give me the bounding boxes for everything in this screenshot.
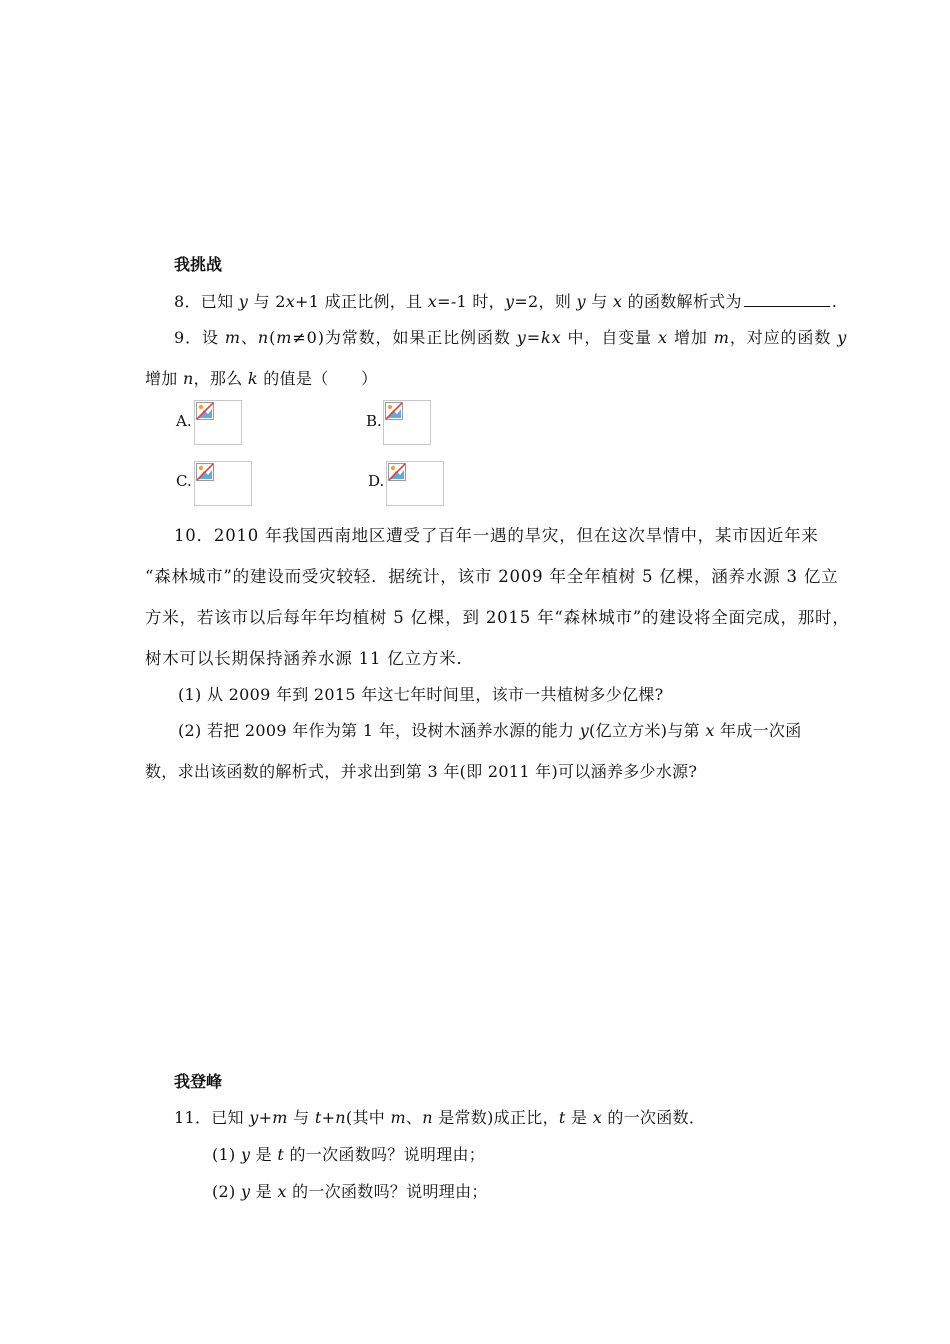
var-m: m — [224, 328, 241, 347]
var-y: y — [576, 292, 586, 311]
var-n: n — [183, 369, 194, 388]
q9-text: 增加 — [145, 369, 183, 388]
var-y: y — [579, 721, 590, 740]
q8-text: 8．已知 — [174, 292, 239, 311]
option-b-label: B. — [366, 412, 382, 430]
q8-text: +1 成正比例，且 — [295, 292, 428, 311]
var-x: x — [427, 292, 438, 311]
section-title-peak: 我登峰 — [174, 1072, 223, 1091]
section-title-challenge: 我挑战 — [174, 255, 223, 274]
q8-text: =2，则 — [514, 292, 577, 311]
question-10-part-2-line-2: 数，求出该函数的解析式，并求出到第 3 年(即 2011 年)可以涵养多少水源? — [145, 762, 698, 781]
var-t: t — [277, 1145, 285, 1164]
question-11-part-1 — [212, 1142, 485, 1165]
option-c-label: C. — [176, 472, 192, 490]
option-a-image[interactable] — [194, 400, 242, 445]
option-a-label: A. — [176, 412, 192, 430]
q11-text: 与 — [287, 1108, 315, 1127]
q9-text: 、 — [240, 328, 258, 347]
var-m: m — [713, 328, 730, 347]
var-n: n — [422, 1108, 433, 1127]
option-d-label: D. — [368, 472, 385, 490]
broken-image-icon — [196, 463, 214, 481]
question-10-part-1: (1) 从 2009 年到 2015 年这七年时间里，该市一共植树多少亿棵? — [178, 685, 664, 704]
question-10-line-1: 10．2010 年我国西南地区遭受了百年一遇的旱灾，但在这次旱情中，某市因近年来 — [174, 526, 819, 545]
q10-text: (2) 若把 2009 年作为第 1 年，设树木涵养水源的能力 — [178, 721, 580, 740]
q9-text: 的值是（ ） — [257, 369, 378, 388]
option-c-image[interactable] — [194, 461, 252, 506]
var-x: x — [612, 292, 623, 311]
question-9-line-2 — [145, 366, 377, 389]
q10-text: (亿立方米)与第 — [589, 721, 706, 740]
var-y: y — [240, 1145, 251, 1164]
q11-text: (2) — [212, 1182, 241, 1201]
question-9-line-1 — [174, 325, 847, 348]
q11-text: 是 — [565, 1108, 593, 1127]
var-x: x — [658, 328, 668, 347]
broken-image-icon — [385, 402, 403, 420]
question-10-part-2-line-1 — [178, 718, 802, 741]
q9-text: 9．设 — [174, 328, 225, 347]
q11-text: 的一次函数． — [602, 1108, 706, 1127]
q11-text: 的一次函数吗？说明理由； — [284, 1145, 486, 1164]
var-y: y — [240, 1182, 251, 1201]
var-m: m — [390, 1108, 406, 1127]
q8-period: . — [831, 292, 838, 311]
broken-image-icon — [388, 463, 406, 481]
var-kx: kx — [541, 328, 562, 347]
option-b-image[interactable] — [383, 400, 431, 445]
q11-text: 是常数)成正比， — [432, 1108, 559, 1127]
question-11-part-2 — [212, 1179, 488, 1202]
option-d-image[interactable] — [386, 461, 444, 506]
q9-text: ，对应的函数 — [729, 328, 838, 347]
var-y: y — [837, 328, 848, 347]
q8-text: =-1 时， — [437, 292, 505, 311]
q9-text: = — [526, 328, 541, 347]
q10-text: 年成一次函 — [714, 721, 802, 740]
q11-text: 、 — [405, 1108, 423, 1127]
var-y: y — [505, 292, 515, 311]
q8-text: 与 — [585, 292, 613, 311]
expr-t-plus-n: t+n — [314, 1108, 346, 1127]
question-8 — [174, 289, 837, 312]
var-x: x — [285, 292, 296, 311]
expr-y-plus-m: y+m — [249, 1108, 288, 1127]
question-11 — [174, 1105, 705, 1128]
q9-text: 增加 — [667, 328, 714, 347]
var-n: n — [257, 328, 270, 347]
q9-text: 中，自变量 — [561, 328, 659, 347]
question-10-line-3: 方米，若该市以后每年年均植树 5 亿棵，到 2015 年“森林城市”的建设将全面完成，那时， — [145, 608, 850, 627]
q9-text: ( — [269, 328, 277, 347]
q8-text: 的函数解析式为 — [622, 292, 742, 311]
var-x: x — [592, 1108, 603, 1127]
question-10-line-2: “森林城市”的建设而受灾较轻．据统计，该市 2009 年全年植树 5 亿棵，涵养水源 3 亿立 — [145, 567, 839, 586]
var-y: y — [238, 292, 249, 311]
answer-blank[interactable] — [744, 292, 830, 307]
var-x: x — [705, 721, 715, 740]
q11-text: 是 — [250, 1182, 278, 1201]
q9-text: ，那么 — [193, 369, 248, 388]
q11-text: 的一次函数吗？说明理由； — [286, 1182, 488, 1201]
q11-text: 11．已知 — [174, 1108, 250, 1127]
q9-text: ≠0)为常数，如果正比例函数 — [292, 328, 517, 347]
var-y: y — [516, 328, 527, 347]
q11-text: (1) — [212, 1145, 241, 1164]
var-x: x — [277, 1182, 287, 1201]
q11-text: 是 — [250, 1145, 278, 1164]
q11-text: (其中 — [345, 1108, 391, 1127]
question-10-line-4: 树木可以长期保持涵养水源 11 亿立方米． — [145, 649, 474, 668]
q8-text: 与 2 — [248, 292, 286, 311]
var-m: m — [276, 328, 293, 347]
var-k: k — [247, 369, 258, 388]
var-t: t — [558, 1108, 566, 1127]
broken-image-icon — [196, 402, 214, 420]
